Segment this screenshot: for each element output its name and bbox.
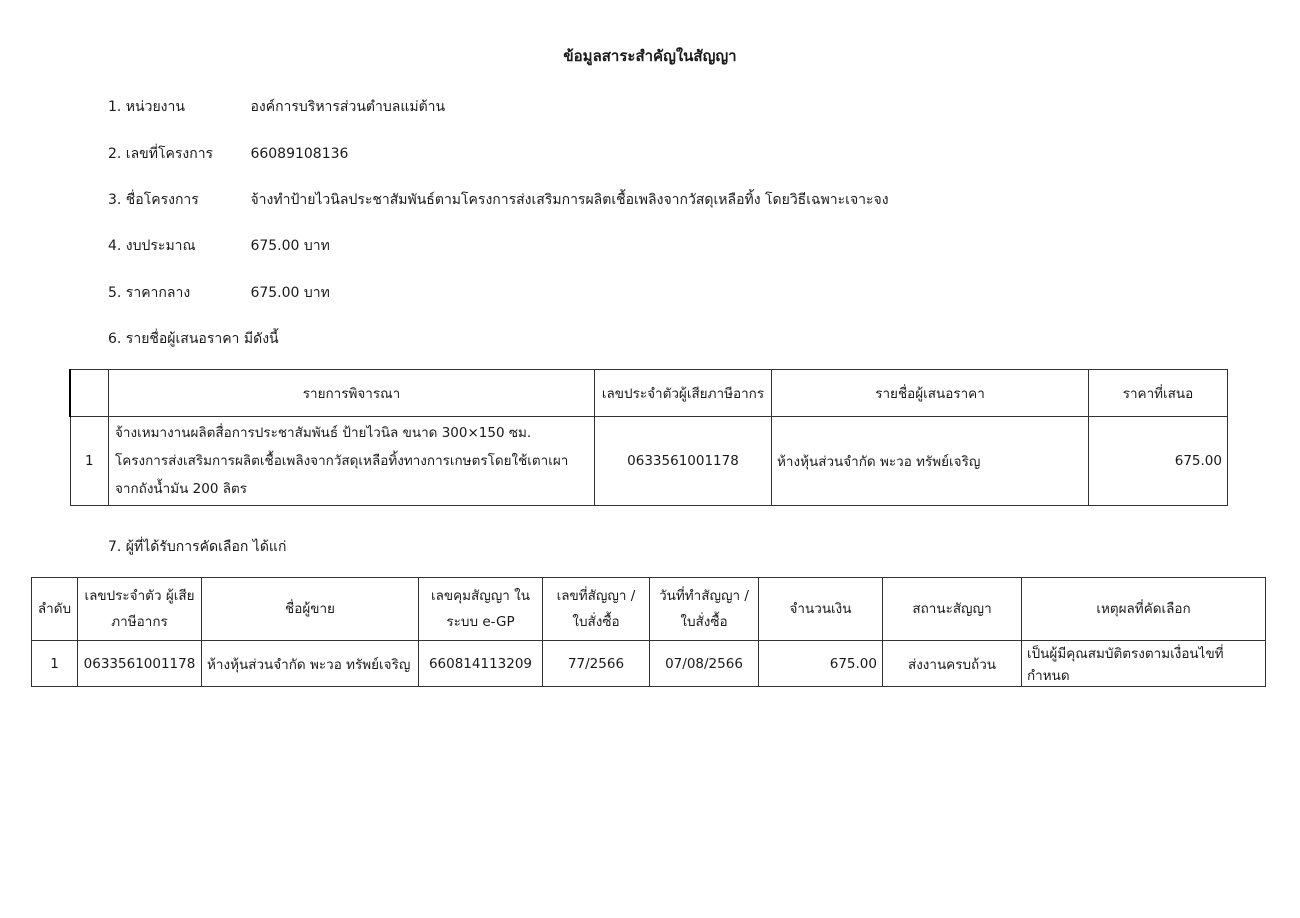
bidders-header-price: ราคาที่เสนอ [1089,370,1228,417]
field-median-price [108,282,330,304]
bidders-header-bidder: รายชื่อผู้เสนอราคา [772,370,1089,417]
winner-tax-id: 0633561001178 [78,641,202,687]
winners-header-tax-id: เลขประจำตัว ผู้เสียภาษีอากร [78,578,202,641]
winners-header-status: สถานะสัญญา [883,578,1022,641]
table-row [32,641,1266,687]
field-median-price-value: 675.00 บาท [250,285,330,301]
winners-header-no: ลำดับ [32,578,78,641]
winner-amount: 675.00 [759,641,883,687]
table-row [70,417,1228,506]
bidders-header-row [70,370,1228,417]
bidder-name: ห้างหุ้นส่วนจำกัด พะวอ ทรัพย์เจริญ [772,417,1089,506]
winners-heading: 7. ผู้ที่ได้รับการคัดเลือก ได้แก่ [108,539,287,555]
winner-egp: 660814113209 [419,641,543,687]
field-agency-value: องค์การบริหารส่วนตำบลแม่ต้าน [250,99,446,115]
field-project-number-value: 66089108136 [250,146,349,162]
field-budget-value: 675.00 บาท [250,238,330,254]
bidder-price: 675.00 [1089,417,1228,506]
winner-seller: ห้างหุ้นส่วนจำกัด พะวอ ทรัพย์เจริญ [202,641,419,687]
winner-reason: เป็นผู้มีคุณสมบัติตรงตามเงื่อนไขที่กำหนด [1022,641,1266,687]
winner-date: 07/08/2566 [650,641,759,687]
winner-contract-no: 77/2566 [543,641,650,687]
bidders-header-item: รายการพิจารณา [109,370,595,417]
winners-header-contract-no: เลขที่สัญญา / ใบสั่งซื้อ [543,578,650,641]
field-budget [108,235,330,257]
winners-header-date: วันที่ทำสัญญา / ใบสั่งซื้อ [650,578,759,641]
winner-no: 1 [32,641,78,687]
winners-header-amount: จำนวนเงิน [759,578,883,641]
field-budget-label: 4. งบประมาณ [108,238,196,254]
winners-header-row [32,578,1266,641]
winners-header-reason: เหตุผลที่คัดเลือก [1022,578,1266,641]
winners-header-egp: เลขคุมสัญญา ในระบบ e-GP [419,578,543,641]
bidder-tax-id: 0633561001178 [595,417,772,506]
bidders-header-no [70,370,109,417]
bidder-no: 1 [70,417,109,506]
winners-table [31,577,1266,687]
bidders-heading: 6. รายชื่อผู้เสนอราคา มีดังนี้ [108,331,279,347]
field-median-price-label: 5. ราคากลาง [108,285,191,301]
field-project-name-label: 3. ชื่อโครงการ [108,192,199,208]
field-agency [108,96,445,118]
bidder-item: จ้างเหมางานผลิตสื่อการประชาสัมพันธ์ ป้ายไวนิล ขนาด 300×150 ซม. โครงการส่งเสริมการผลิตเชื้อเพลิงจากวัสดุเหลือทิ้งทางการเกษตรโดยใช้เตาเผาจากถังน้ำมัน 200 ลิตร [109,417,595,506]
field-agency-label: 1. หน่วยงาน [108,99,185,115]
field-project-number-label: 2. เลขที่โครงการ [108,146,214,162]
winners-header-seller: ชื่อผู้ขาย [202,578,419,641]
field-project-name [108,189,889,211]
bidders-header-tax-id: เลขประจำตัวผู้เสียภาษีอากร [595,370,772,417]
document-title: ข้อมูลสาระสำคัญในสัญญา [563,47,737,65]
bidders-table [69,369,1228,506]
field-project-number [108,143,348,165]
winner-status: ส่งงานครบถ้วน [883,641,1022,687]
field-project-name-value: จ้างทำป้ายไวนิลประชาสัมพันธ์ตามโครงการส่งเสริมการผลิตเชื้อเพลิงจากวัสดุเหลือทิ้ง โดยวิธีเฉพาะเจาะจง [250,192,889,208]
